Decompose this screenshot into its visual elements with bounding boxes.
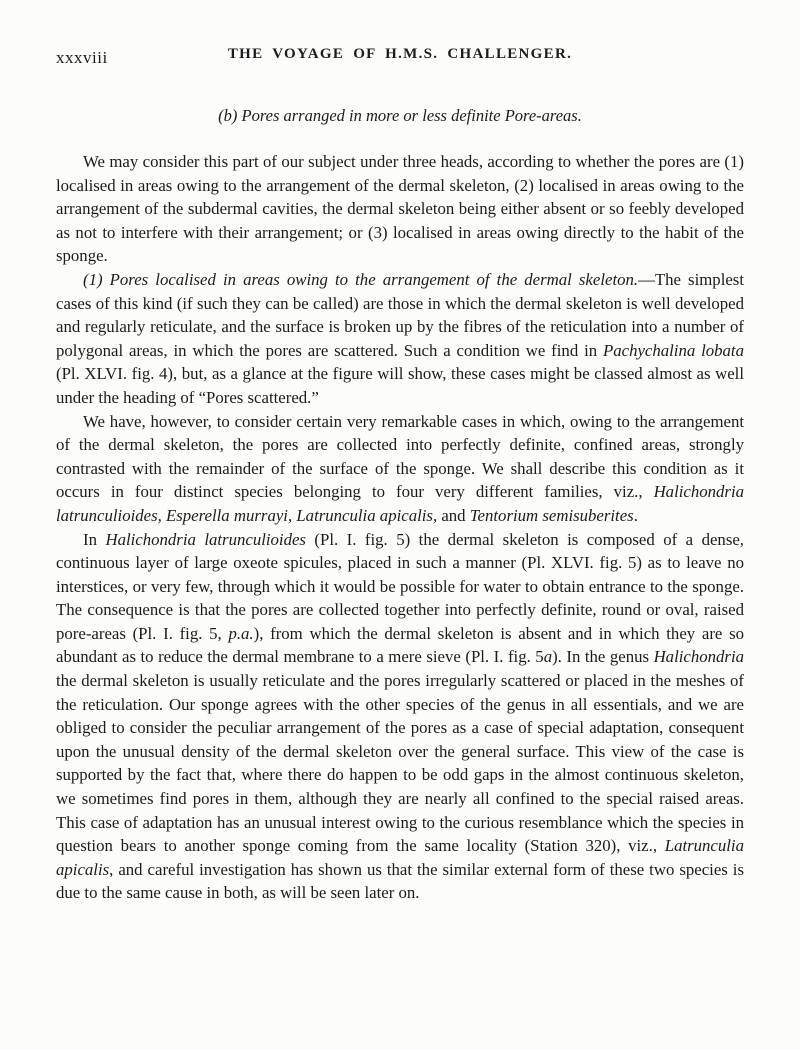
body-text-segment: , and careful investigation has shown us that the similar external form of these two species is due to the same cause in both, as will be seen later on. xyxy=(56,859,744,903)
italic-text: Halichondria latrunculioides, Esperella murrayi, Latrunculia apicalis, xyxy=(56,482,744,525)
body-text-segment: In xyxy=(83,529,106,549)
body-text-segment: (Pl. XLVI. fig. 4), but, as a glance at the figure will show, these cases might be classed almost as well under the heading of “Pores scattered.” xyxy=(56,364,744,407)
paragraph xyxy=(56,150,744,268)
body-text-segment: —The simplest cases of this kind (if such they can be called) are those in which the dermal skeleton is well developed and regularly reticulate, and the surface is broken up by the fibres of the reticulation into a number of polygonal areas, in which the pores are scattered. Such a condition we find in xyxy=(56,269,744,360)
body-text-segment: and xyxy=(437,505,470,525)
italic-text: Pachychalina lobata xyxy=(602,340,744,360)
italic-text: Halichondria xyxy=(653,647,744,667)
body-text-segment: We have, however, to consider certain very remarkable cases in which, owing to the arrangement of the dermal skeleton, the pores are collected into perfectly definite, confined areas, strongly contrasted with the remainder of the surface of the sponge. We shall describe this condition as it occurs in four distinct species belonging to four very different families, viz., xyxy=(56,411,744,502)
italic-text: (1) Pores localised in areas owing to the arrangement of the dermal skeleton. xyxy=(83,269,639,289)
paragraph xyxy=(56,410,744,528)
italic-text: p.a. xyxy=(228,623,254,643)
paragraph xyxy=(56,528,744,906)
body-text xyxy=(56,150,744,905)
body-text-segment: . xyxy=(633,505,638,525)
italic-text: Tentorium semisuberites xyxy=(469,505,634,525)
page-number: xxxviii xyxy=(56,48,108,67)
paragraph xyxy=(56,268,744,410)
body-text-segment: ). In the genus xyxy=(552,647,654,667)
body-text-segment: (Pl. I. fig. 5) the dermal skeleton is composed of a dense, continuous layer of large oxeote spicules, placed in such a manner (Pl. XLVI. fig. 5) as to leave no interstices, or very few, through which it would be possible for water to obtain entrance to the sponge. The consequence is that the pores are collected together into perfectly definite, round or oval, raised pore-areas (Pl. I. fig. 5, xyxy=(56,529,744,643)
italic-text: Latrunculia apicalis xyxy=(56,836,744,879)
italic-text: a xyxy=(543,647,553,667)
italic-text: Halichondria latrunculioides xyxy=(105,529,306,549)
running-title: THE VOYAGE OF H.M.S. CHALLENGER. xyxy=(227,46,573,62)
page-header xyxy=(56,46,744,70)
section-heading: (b) Pores arranged in more or less definite Pore-areas. xyxy=(218,106,582,125)
body-text-segment: the dermal skeleton is usually reticulate and the pores irregularly scattered or placed in the meshes of the reticulation. Our sponge agrees with the other species of the genus in all essentials, and we are obliged to consider the peculiar arrangement of the pores as a case of special adaptation, consequent upon the unusual density of the dermal skeleton over the general surface. This view of the case is supported by the fact that, where there do happen to be odd gaps in the almost continuous skeleton, we sometimes find pores in them, although they are nearly all confined to the special raised areas. This case of adaptation has an unusual interest owing to the curious resemblance which the species in question bears to another sponge coming from the same locality (Station 320), viz., xyxy=(56,671,744,856)
body-text-segment: We may consider this part of our subject under three heads, according to whether the pores are (1) localised in areas owing to the arrangement of the dermal skeleton, (2) localised in areas owing to the arrangement of the subdermal cavities, the dermal skeleton being either absent or so feebly developed as not to interfere with their arrangement; or (3) localised in areas owing directly to the habit of the sponge. xyxy=(56,152,744,266)
body-text-segment: ), from which the dermal skeleton is absent and in which they are so abundant as to reduce the dermal membrane to a mere sieve (Pl. I. fig. 5 xyxy=(56,623,744,667)
